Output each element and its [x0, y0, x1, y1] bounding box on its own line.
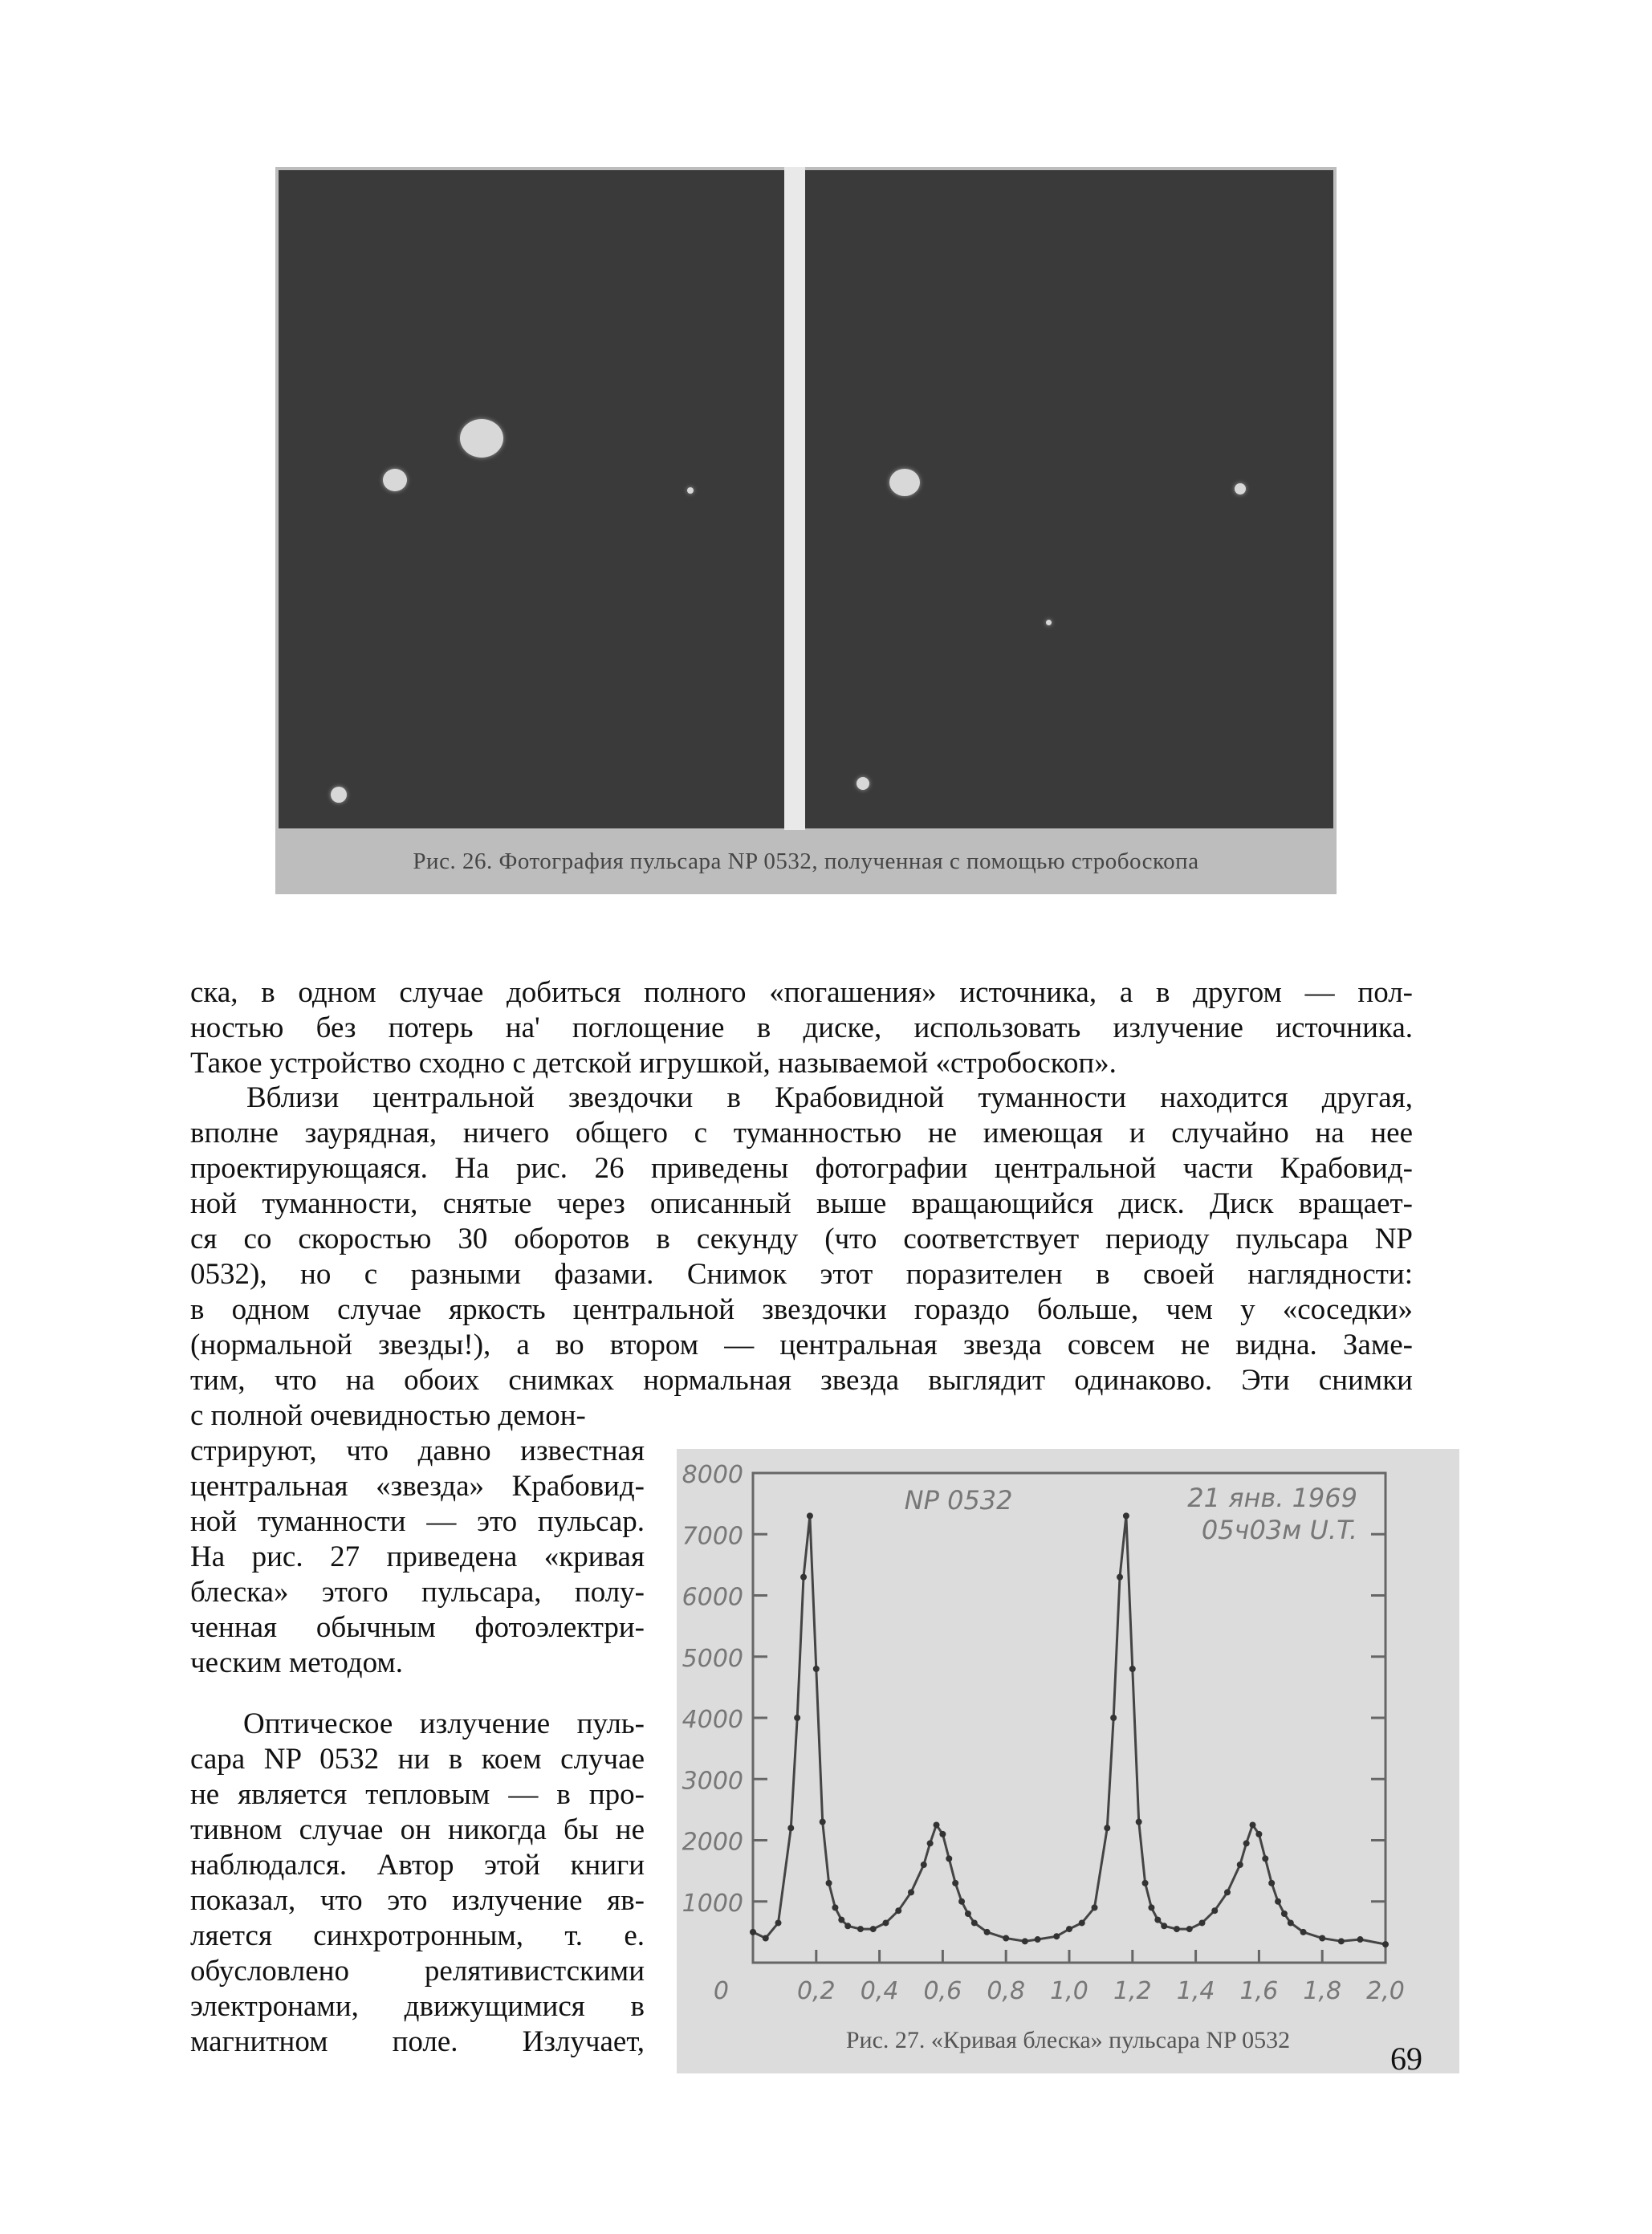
chart-time-annotation: 05ч03м U.T. — [1201, 1515, 1357, 1545]
data-point — [1198, 1919, 1205, 1926]
neighbor-star — [889, 469, 920, 496]
data-point — [1079, 1919, 1085, 1926]
data-point — [1288, 1919, 1294, 1926]
data-point — [1136, 1819, 1142, 1825]
data-point — [984, 1929, 991, 1935]
data-point — [882, 1919, 889, 1926]
data-point — [939, 1831, 946, 1837]
data-point — [787, 1825, 794, 1831]
data-point — [844, 1923, 851, 1929]
text-line: блеска» этого пульсара, полу- — [190, 1576, 645, 1609]
photo-divider — [784, 167, 805, 830]
data-point — [1174, 1926, 1180, 1932]
text-line: ся со скоростью 30 оборотов в секунду (что соответствует периоду пульсара NP — [190, 1223, 1413, 1255]
page-number: 69 — [1390, 2041, 1422, 2077]
tiny-star — [1046, 620, 1052, 625]
data-point — [1003, 1935, 1009, 1942]
text-line: наблюдался. Автор этой книги — [190, 1849, 645, 1882]
light-curve-chart — [677, 1449, 1459, 2027]
paragraph-2 — [190, 1080, 1413, 1398]
pulsar-photo-left — [279, 170, 784, 828]
text-line: ностью без потерь на' поглощение в диске, использовать излучение источника. — [190, 1011, 1413, 1044]
paragraph-1 — [190, 975, 1413, 1081]
x-tick-label: 1,0 — [1050, 1977, 1088, 2005]
data-point — [813, 1666, 820, 1672]
central-star-bright — [460, 419, 503, 458]
figure-27-caption: Рис. 27. «Кривая блеска» пульсара NP 0532 — [845, 2027, 1291, 2053]
x-tick-label: 1,4 — [1176, 1977, 1215, 2005]
data-point — [820, 1819, 826, 1825]
neighbor-star — [383, 469, 407, 491]
text-line: Оптическое излучение пуль- — [243, 1707, 645, 1740]
text-line: ной туманности — это пульсар. — [190, 1505, 645, 1538]
data-point — [946, 1855, 952, 1862]
data-point — [763, 1935, 769, 1942]
text-line: показал, что это излучение яв- — [190, 1884, 645, 1917]
data-point — [807, 1512, 813, 1519]
corner-star — [857, 777, 869, 790]
data-point — [934, 1821, 940, 1828]
data-point — [1053, 1933, 1060, 1939]
data-point — [1300, 1929, 1307, 1935]
text-line: проектирующаяся. На рис. 26 приведены фотографии центральной части Крабовид- — [190, 1152, 1413, 1185]
text-line: ляется синхротронным, т. е. — [190, 1919, 645, 1952]
data-point — [1319, 1935, 1325, 1942]
text-line: вполне заурядная, ничего общего с туманностью не имеющая и случайно на нее — [190, 1117, 1413, 1150]
x-tick-label: 1,2 — [1113, 1977, 1152, 2005]
y-tick-label: 0 — [713, 1977, 729, 2005]
figure-27 — [677, 1449, 1459, 2073]
pulsar-photo-right — [805, 170, 1333, 828]
data-point — [1117, 1574, 1123, 1581]
data-point — [1035, 1936, 1041, 1943]
data-point — [1268, 1880, 1275, 1886]
text-line: На рис. 27 приведена «кривая — [190, 1540, 645, 1573]
data-point — [857, 1926, 864, 1932]
data-point — [1123, 1512, 1129, 1519]
text-line: не является тепловым — в про- — [190, 1778, 645, 1811]
data-point — [927, 1840, 934, 1846]
x-tick-label: 0,6 — [923, 1977, 962, 2005]
data-point — [1224, 1889, 1231, 1895]
plot-frame — [753, 1473, 1385, 1963]
x-tick-label: 0,8 — [987, 1977, 1026, 2005]
data-point — [1129, 1666, 1136, 1672]
data-point — [1357, 1936, 1363, 1943]
data-point — [908, 1889, 914, 1895]
data-point — [1022, 1938, 1028, 1944]
light-curve-line — [753, 1516, 1385, 1944]
data-point — [1211, 1907, 1218, 1914]
data-point — [838, 1917, 844, 1923]
text-line: электронами, движущимися в — [190, 1990, 645, 2023]
y-tick-label: 1000 — [682, 1889, 743, 1918]
corner-star — [331, 787, 347, 803]
data-point — [1154, 1917, 1161, 1923]
data-point — [921, 1862, 927, 1868]
text-line: ной туманности, снятые через описанный выше вращающийся диск. Диск вращает- — [190, 1187, 1413, 1220]
data-point — [826, 1880, 832, 1886]
text-line: Вблизи центральной звездочки в Крабовидной туманности находится другая, — [246, 1081, 1413, 1114]
data-point — [958, 1898, 965, 1905]
y-tick-label: 6000 — [682, 1583, 743, 1612]
chart-title: NP 0532 — [904, 1485, 1013, 1516]
x-tick-label: 1,8 — [1303, 1977, 1342, 2005]
data-point — [1275, 1898, 1281, 1905]
paragraph-3 — [190, 1707, 645, 2060]
data-point — [1243, 1840, 1250, 1846]
text-line: стрируют, что давно известная — [190, 1434, 645, 1467]
data-point — [1142, 1880, 1149, 1886]
y-tick-label: 3000 — [682, 1767, 743, 1796]
text-line: ческим методом. — [190, 1646, 404, 1679]
data-point — [1092, 1904, 1098, 1910]
data-point — [1066, 1926, 1072, 1932]
data-point — [750, 1929, 756, 1935]
data-point — [895, 1907, 901, 1914]
text-line: (нормальной звезды!), а во втором — центральная звезда совсем не видна. Заме- — [190, 1329, 1413, 1361]
text-line: тивном случае он никогда бы не — [190, 1813, 645, 1846]
data-point — [1148, 1904, 1154, 1910]
data-point — [1338, 1938, 1345, 1944]
data-point — [775, 1919, 782, 1926]
data-point — [1110, 1715, 1117, 1721]
text-line: тим, что на обоих снимках нормальная звезда выглядит одинаково. Эти снимки — [190, 1364, 1413, 1397]
faint-star — [1235, 483, 1246, 494]
y-tick-label: 5000 — [682, 1644, 743, 1673]
text-line: в одном случае яркость центральной звездочки гораздо больше, чем у «соседки» — [190, 1293, 1413, 1326]
y-tick-label: 2000 — [682, 1828, 743, 1857]
data-point — [832, 1904, 838, 1910]
x-tick-label: 0,4 — [860, 1977, 899, 2005]
text-line: с полной очевидностью демон- — [190, 1399, 586, 1432]
x-tick-label: 2,0 — [1366, 1977, 1405, 2005]
data-point — [794, 1715, 800, 1721]
data-point — [971, 1919, 978, 1926]
text-line: Такое устройство сходно с детской игрушкой, называемой «стробоскоп». — [190, 1047, 1117, 1080]
y-tick-label: 4000 — [682, 1706, 743, 1734]
data-point — [1250, 1821, 1256, 1828]
figure-26 — [275, 167, 1337, 894]
text-line: обусловлено релятивистскими — [190, 1955, 645, 1988]
data-point — [965, 1910, 971, 1917]
x-tick-label: 1,6 — [1239, 1977, 1279, 2005]
data-point — [800, 1574, 807, 1581]
text-line: центральная «звезда» Крабовид- — [190, 1470, 645, 1503]
y-tick-label: 8000 — [682, 1461, 743, 1489]
x-tick-label: 0,2 — [796, 1977, 836, 2005]
text-line: сара NP 0532 ни в коем случае — [190, 1743, 645, 1776]
data-point — [952, 1880, 958, 1886]
data-point — [1237, 1862, 1243, 1868]
text-line: 0532), но с разными фазами. Снимок этот поразителен в своей наглядности: — [190, 1258, 1413, 1291]
y-tick-label: 7000 — [682, 1522, 743, 1551]
data-point — [1104, 1825, 1110, 1831]
text-line: ченная обычным фотоэлектри- — [190, 1611, 645, 1644]
chart-date-annotation: 21 янв. 1969 — [1187, 1483, 1357, 1513]
data-point — [1186, 1926, 1193, 1932]
data-point — [1255, 1831, 1262, 1837]
data-point — [1161, 1923, 1167, 1929]
faint-star — [687, 487, 694, 494]
data-point — [1262, 1855, 1268, 1862]
figure-26-caption: Рис. 26. Фотография пульсара NP 0532, полученная с помощью стробоскопа — [413, 848, 1199, 874]
data-point — [1281, 1910, 1288, 1917]
paragraph-2-narrow — [190, 1398, 645, 1681]
text-line: ска, в одном случае добиться полного «погашения» источника, а в другом — пол- — [190, 976, 1413, 1009]
data-point — [1382, 1941, 1389, 1947]
text-line: магнитном поле. Излучает, — [190, 2025, 645, 2058]
data-point — [870, 1926, 877, 1932]
